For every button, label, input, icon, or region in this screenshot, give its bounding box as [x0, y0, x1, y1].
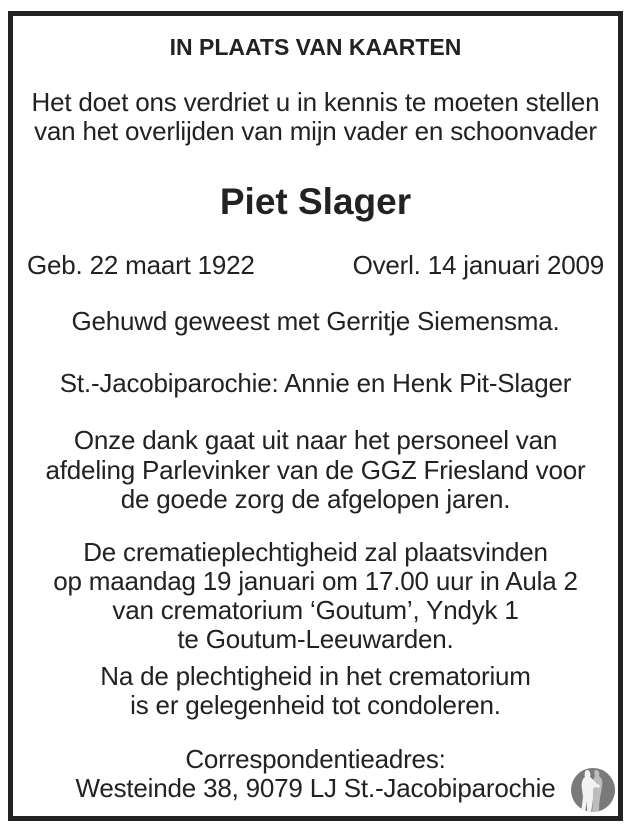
family-line: St.-Jacobiparochie: Annie en Henk Pit-Slager [59, 368, 572, 398]
thanks-line-3: de goede zorg de afgelopen jaren. [120, 484, 511, 514]
married-line: Gehuwd geweest met Gerritje Siemensma. [71, 306, 560, 336]
cremation-line-4: te Goutum-Leeuwarden. [177, 624, 454, 654]
deceased-name: Piet Slager [219, 181, 412, 222]
thanks-line-1: Onze dank gaat uit naar het personeel van [73, 425, 558, 455]
thanks-line-2: afdeling Parlevinker van de GGZ Friesland voor [45, 455, 586, 485]
death-date: Overl. 14 januari 2009 [352, 250, 604, 280]
notice-heading: IN PLAATS VAN KAARTEN [169, 34, 462, 60]
cremation-line-3: van crematorium ‘Goutum’, Yndyk 1 [112, 595, 519, 625]
birth-date: Geb. 22 maart 1922 [27, 250, 255, 280]
condolence-line-1: Na de plechtigheid in het crematorium [100, 661, 531, 691]
embracing-figures-icon [570, 767, 616, 813]
correspondence-address: Westeinde 38, 9079 LJ St.-Jacobiparochie [75, 773, 556, 803]
cremation-line-2: op maandag 19 januari om 17.00 uur in Aula 2 [53, 566, 578, 596]
dates-row [27, 250, 604, 280]
intro-line-2: van het overlijden van mijn vader en schoonvader [34, 116, 597, 146]
cremation-line-1: De crematieplechtigheid zal plaatsvinden [83, 537, 548, 567]
correspondence-label: Correspondentieadres: [185, 744, 446, 774]
intro-line-1: Het doet ons verdriet u in kennis te moeten stellen [31, 87, 600, 117]
condolence-line-2: is er gelegenheid tot condoleren. [130, 690, 501, 720]
